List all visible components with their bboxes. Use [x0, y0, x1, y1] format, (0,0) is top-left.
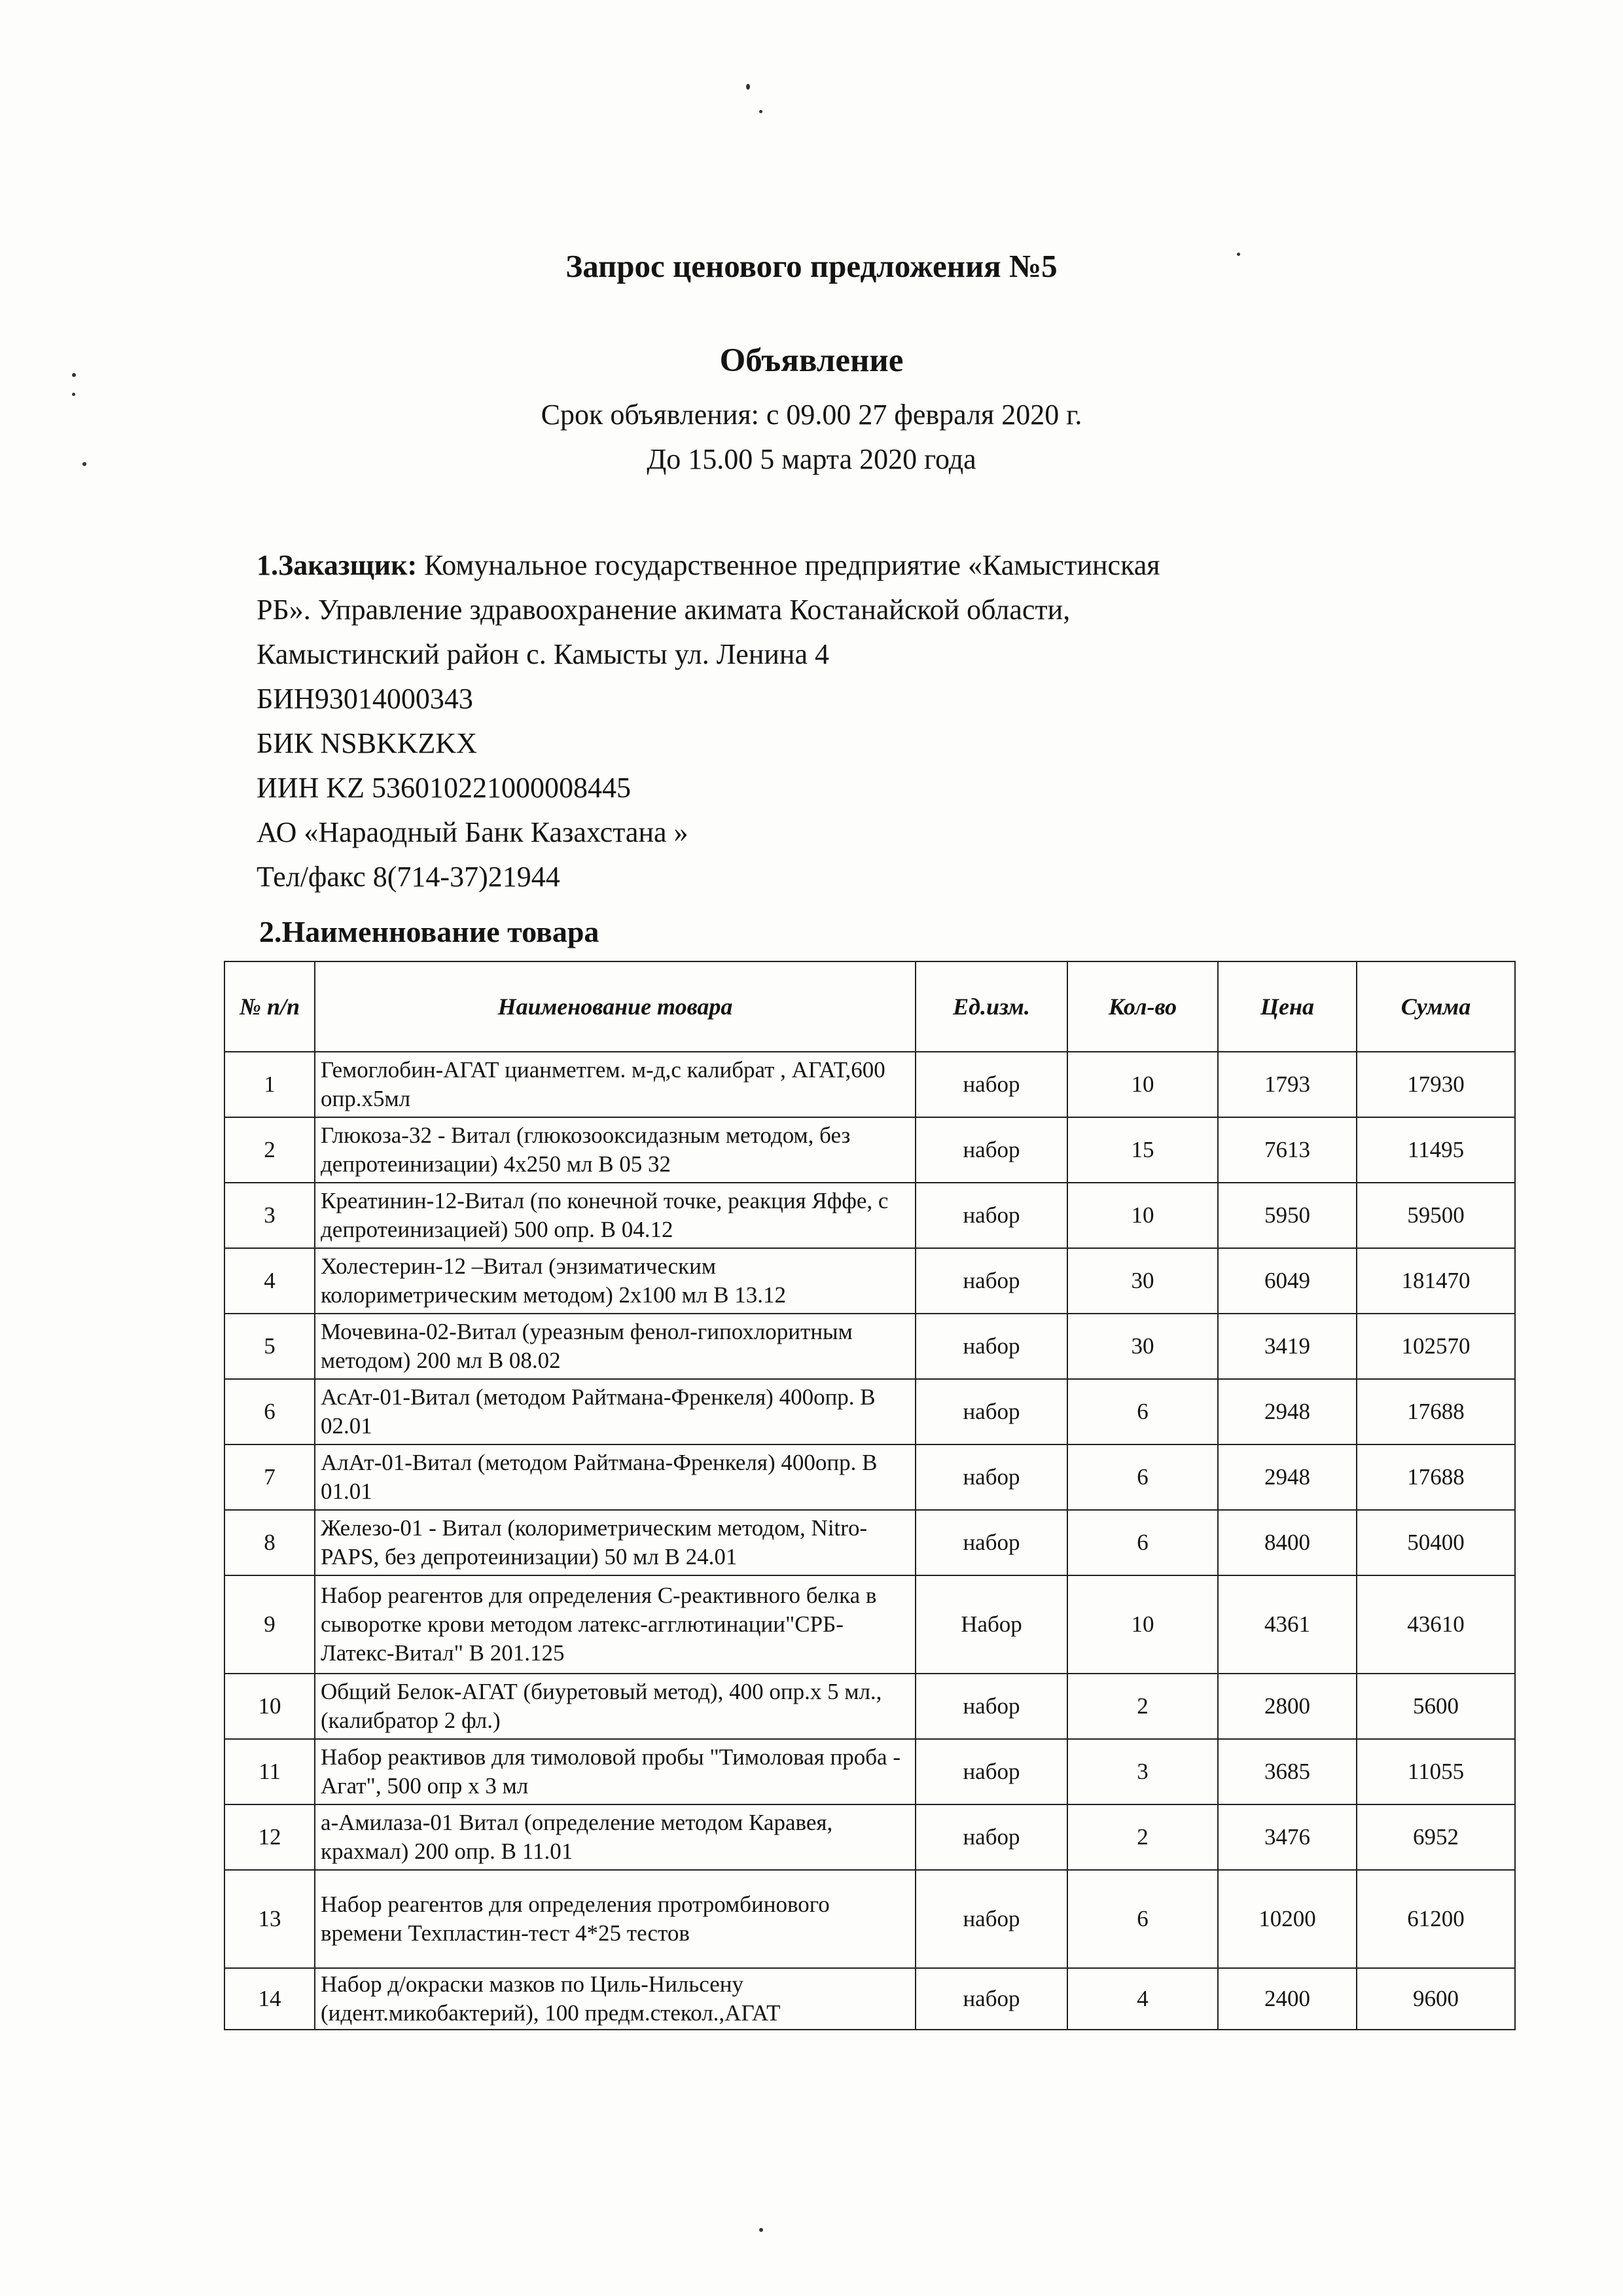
table-row — [224, 1248, 1515, 1314]
table-row — [224, 1739, 1515, 1804]
cell-sum: 17688 — [1357, 1444, 1515, 1510]
cell-qty: 6 — [1067, 1510, 1218, 1575]
cell-name: Холестерин-12 –Витал (энзиматическим колориметрическим методом) 2х100 мл В 13.12 — [315, 1248, 916, 1314]
cell-sum: 11495 — [1357, 1117, 1515, 1183]
cell-name: Креатинин-12-Витал (по конечной точке, реакция Яффе, с депротеинизацией) 500 опр. В 04.12 — [315, 1183, 916, 1248]
cell-num: 5 — [224, 1314, 315, 1379]
cell-unit: набор — [916, 1674, 1067, 1739]
goods-table — [224, 961, 1516, 2030]
cell-qty: 6 — [1067, 1444, 1218, 1510]
cell-num: 1 — [224, 1052, 315, 1117]
cell-sum: 50400 — [1357, 1510, 1515, 1575]
cell-price: 3685 — [1218, 1739, 1357, 1804]
cell-sum: 9600 — [1357, 1968, 1515, 2030]
cell-sum: 61200 — [1357, 1870, 1515, 1968]
cell-unit: набор — [916, 1968, 1067, 2030]
scan-speck — [746, 84, 750, 90]
cell-price: 5950 — [1218, 1183, 1357, 1248]
page-title: Запрос ценового предложения №5 — [565, 248, 1058, 284]
cell-qty: 30 — [1067, 1314, 1218, 1379]
cell-name: Набор реагентов для определения С-реактивного белка в сыворотке крови методом латекс-агглютинации"СРБ-Латекс-Витал" В 201.125 — [315, 1575, 916, 1674]
cell-qty: 10 — [1067, 1575, 1218, 1674]
cell-num: 4 — [224, 1248, 315, 1314]
customer-line-2: РБ». Управление здравоохранение акимата Костанайской области, — [257, 594, 1071, 626]
table-row — [224, 1870, 1515, 1968]
cell-sum: 102570 — [1357, 1314, 1515, 1379]
term-start: Срок объявления: с 09.00 27 февраля 2020 г. — [541, 399, 1082, 431]
cell-num: 9 — [224, 1575, 315, 1674]
cell-num: 6 — [224, 1379, 315, 1444]
term-end: До 15.00 5 марта 2020 года — [647, 443, 976, 475]
cell-price: 1793 — [1218, 1052, 1357, 1117]
cell-qty: 2 — [1067, 1804, 1218, 1870]
cell-num: 12 — [224, 1804, 315, 1870]
cell-name: Железо-01 - Витал (колориметрическим методом, Nitro-PAPS, без депротеинизации) 50 мл В 24.01 — [315, 1510, 916, 1575]
cell-num: 14 — [224, 1968, 315, 2030]
cell-qty: 15 — [1067, 1117, 1218, 1183]
table-row — [224, 1183, 1515, 1248]
customer-iin: ИИН KZ 536010221000008445 — [257, 772, 631, 804]
customer-bik: БИК NSBKKZKX — [257, 727, 477, 759]
table-row — [224, 1052, 1515, 1117]
cell-price: 10200 — [1218, 1870, 1357, 1968]
announcement-term — [0, 393, 1623, 482]
cell-sum: 181470 — [1357, 1248, 1515, 1314]
table-row — [224, 1314, 1515, 1379]
customer-label: 1.Заказщик: — [257, 549, 418, 581]
cell-sum: 5600 — [1357, 1674, 1515, 1739]
cell-name: АлАт-01-Витал (методом Райтмана-Френкеля) 400опр. В 01.01 — [315, 1444, 916, 1510]
cell-unit: набор — [916, 1052, 1067, 1117]
cell-sum: 17688 — [1357, 1379, 1515, 1444]
cell-qty: 3 — [1067, 1739, 1218, 1804]
col-header-qty: Кол-во — [1067, 961, 1218, 1052]
col-header-name: Наименование товара — [315, 961, 916, 1052]
table-row — [224, 1674, 1515, 1739]
cell-sum: 11055 — [1357, 1739, 1515, 1804]
table-row — [224, 1117, 1515, 1183]
cell-sum: 59500 — [1357, 1183, 1515, 1248]
table-row — [224, 1968, 1515, 2030]
col-header-price: Цена — [1218, 961, 1357, 1052]
cell-price: 2400 — [1218, 1968, 1357, 2030]
page-subtitle: Объявление — [719, 342, 904, 379]
cell-unit: набор — [916, 1248, 1067, 1314]
cell-qty: 10 — [1067, 1183, 1218, 1248]
cell-name: Набор д/окраски мазков по Циль-Нильсену (идент.микобактерий), 100 предм.стекол.,АГАТ — [315, 1968, 916, 2030]
table-row — [224, 1379, 1515, 1444]
cell-price: 7613 — [1218, 1117, 1357, 1183]
cell-unit: набор — [916, 1804, 1067, 1870]
cell-name: а-Амилаза-01 Витал (определение методом Каравея, крахмал) 200 опр. В 11.01 — [315, 1804, 916, 1870]
table-row — [224, 1575, 1515, 1674]
customer-bank: АО «Нараодный Банк Казахстана » — [257, 816, 688, 848]
cell-qty: 6 — [1067, 1870, 1218, 1968]
cell-unit: набор — [916, 1739, 1067, 1804]
cell-unit: набор — [916, 1117, 1067, 1183]
cell-price: 4361 — [1218, 1575, 1357, 1674]
customer-phone: Тел/факс 8(714-37)21944 — [257, 861, 560, 893]
cell-price: 6049 — [1218, 1248, 1357, 1314]
cell-price: 2800 — [1218, 1674, 1357, 1739]
goods-heading: 2.Наименнование товара — [259, 915, 599, 948]
cell-unit: набор — [916, 1444, 1067, 1510]
cell-name: АсАт-01-Витал (методом Райтмана-Френкеля) 400опр. В 02.01 — [315, 1379, 916, 1444]
cell-price: 2948 — [1218, 1444, 1357, 1510]
cell-qty: 10 — [1067, 1052, 1218, 1117]
cell-unit: набор — [916, 1870, 1067, 1968]
col-header-num: № п/п — [224, 961, 315, 1052]
cell-qty: 30 — [1067, 1248, 1218, 1314]
cell-unit: набор — [916, 1510, 1067, 1575]
cell-sum: 6952 — [1357, 1804, 1515, 1870]
customer-block — [257, 543, 1467, 899]
cell-sum: 17930 — [1357, 1052, 1515, 1117]
cell-sum: 43610 — [1357, 1575, 1515, 1674]
cell-price: 3476 — [1218, 1804, 1357, 1870]
cell-qty: 6 — [1067, 1379, 1218, 1444]
cell-price: 3419 — [1218, 1314, 1357, 1379]
cell-unit: набор — [916, 1379, 1067, 1444]
cell-unit: Набор — [916, 1575, 1067, 1674]
col-header-sum: Сумма — [1357, 961, 1515, 1052]
cell-num: 13 — [224, 1870, 315, 1968]
cell-num: 7 — [224, 1444, 315, 1510]
cell-name: Набор реагентов для определения протромбинового времени Техпластин-тест 4*25 тестов — [315, 1870, 916, 1968]
scan-speck — [759, 110, 762, 113]
cell-unit: набор — [916, 1314, 1067, 1379]
cell-name: Гемоглобин-АГАТ цианметгем. м-д,с калибрат , АГАТ,600 опр.х5мл — [315, 1052, 916, 1117]
cell-name: Общий Белок-АГАТ (биуретовый метод), 400 опр.х 5 мл., (калибратор 2 фл.) — [315, 1674, 916, 1739]
table-header-row — [224, 961, 1515, 1052]
cell-price: 8400 — [1218, 1510, 1357, 1575]
scan-speck — [759, 2228, 763, 2232]
cell-num: 11 — [224, 1739, 315, 1804]
customer-name: Комунальное государственное предприятие «Камыстинская — [417, 549, 1160, 581]
table-row — [224, 1510, 1515, 1575]
cell-unit: набор — [916, 1183, 1067, 1248]
col-header-unit: Ед.изм. — [916, 961, 1067, 1052]
cell-num: 8 — [224, 1510, 315, 1575]
cell-num: 2 — [224, 1117, 315, 1183]
table-row — [224, 1804, 1515, 1870]
table-row — [224, 1444, 1515, 1510]
cell-name: Мочевина-02-Витал (уреазным фенол-гипохлоритным методом) 200 мл В 08.02 — [315, 1314, 916, 1379]
customer-bin: БИН93014000343 — [257, 683, 473, 715]
cell-price: 2948 — [1218, 1379, 1357, 1444]
cell-num: 3 — [224, 1183, 315, 1248]
cell-name: Набор реактивов для тимоловой пробы "Тимоловая проба - Агат", 500 опр х 3 мл — [315, 1739, 916, 1804]
cell-qty: 4 — [1067, 1968, 1218, 2030]
cell-name: Глюкоза-32 - Витал (глюкозооксидазным методом, без депротеинизации) 4х250 мл В 05 32 — [315, 1117, 916, 1183]
customer-line-1 — [257, 543, 1467, 588]
customer-address: Камыстинский район с. Камысты ул. Ленина 4 — [257, 638, 829, 670]
cell-num: 10 — [224, 1674, 315, 1739]
cell-qty: 2 — [1067, 1674, 1218, 1739]
